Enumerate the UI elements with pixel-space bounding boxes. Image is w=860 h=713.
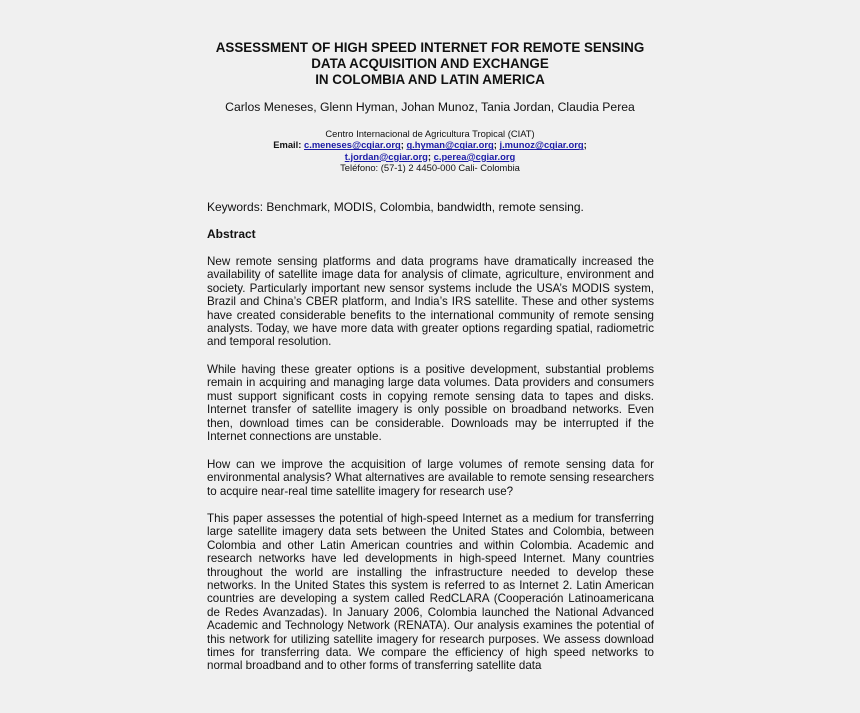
abstract-paragraph-1: New remote sensing platforms and data programs have dramatically increased the availability of satellite image data for analysis of climate, agriculture, environment and society. Particularly important new sensor systems include the USA’s MODIS system, Brazil and China’s CBER platform, and India’s IRS satellite. These and other systems have created considerable benefits to the international community of remote sensing analysts. Today, we have more data with greater options regarding spatial, radiometric and temporal resolution. (207, 255, 654, 349)
phone-line: Teléfono: (57-1) 2 4450-000 Cali- Colombia (340, 162, 520, 174)
email-separator: ; (583, 139, 587, 151)
email-link-hyman[interactable]: g.hyman@cgiar.org (406, 139, 494, 151)
email-line-2 (180, 151, 680, 162)
institution: Centro Internacional de Agricultura Tropical (CIAT) (325, 128, 535, 139)
abstract-heading: Abstract (207, 227, 256, 241)
keywords: Keywords: Benchmark, MODIS, Colombia, bandwidth, remote sensing. (207, 200, 584, 214)
title-line-2: DATA ACQUISITION AND EXCHANGE (311, 56, 549, 71)
email-separator: ; (400, 139, 404, 151)
email-link-jordan[interactable]: t.jordan@cgiar.org (344, 150, 428, 162)
email-line-1 (180, 139, 680, 150)
title-line-3: IN COLOMBIA AND LATIN AMERICA (315, 72, 545, 87)
email-link-munoz[interactable]: j.munoz@cgiar.org (499, 139, 584, 151)
abstract-paragraph-2: While having these greater options is a positive development, substantial problems remain in acquiring and managing large data volumes. Data providers and consumers must support significant costs in copying remote sensing data to tapes and disks. Internet transfer of satellite imagery is only possible on broadband networks. Even then, download times can be considerable. Downloads may be interrupted if the Internet connections are unstable. (207, 363, 654, 444)
email-label: Email: (273, 139, 302, 151)
title-line-1: ASSESSMENT OF HIGH SPEED INTERNET FOR REMOTE SENSING (215, 40, 645, 55)
email-separator: ; (493, 139, 497, 151)
email-link-meneses[interactable]: c.meneses@cgiar.org (304, 139, 401, 151)
author-list: Carlos Meneses, Glenn Hyman, Johan Munoz, Tania Jordan, Claudia Perea (225, 100, 635, 114)
paper-title (180, 40, 680, 88)
abstract-paragraph-3: How can we improve the acquisition of large volumes of remote sensing data for environmental analysis? What alternatives are available to remote sensing researchers to acquire near-real time satellite imagery for research use? (207, 458, 654, 498)
email-link-perea[interactable]: c.perea@cgiar.org (433, 150, 516, 162)
abstract-paragraph-4: This paper assesses the potential of high-speed Internet as a medium for transferring large satellite imagery data sets between the United States and Colombia, between Colombia and other Latin American countries and within Colombia. Academic and research networks have led developments in high-speed Internet. Many countries throughout the world are installing the infrastructure needed to develop these networks. In the United States this system is referred to as Internet 2. Latin American countries are developing a system called RedCLARA (Cooperación Latinoamericana de Redes Avanzadas). In January 2006, Colombia launched the National Advanced Academic and Technology Network (RENATA). Our analysis examines the potential of this network for utilizing satellite imagery for research purposes. We assess download times for transferring data. We compare the efficiency of high speed networks to normal broadband and to other forms of transferring satellite data (207, 512, 654, 672)
email-separator: ; (427, 150, 432, 162)
affiliation-block (180, 128, 680, 174)
